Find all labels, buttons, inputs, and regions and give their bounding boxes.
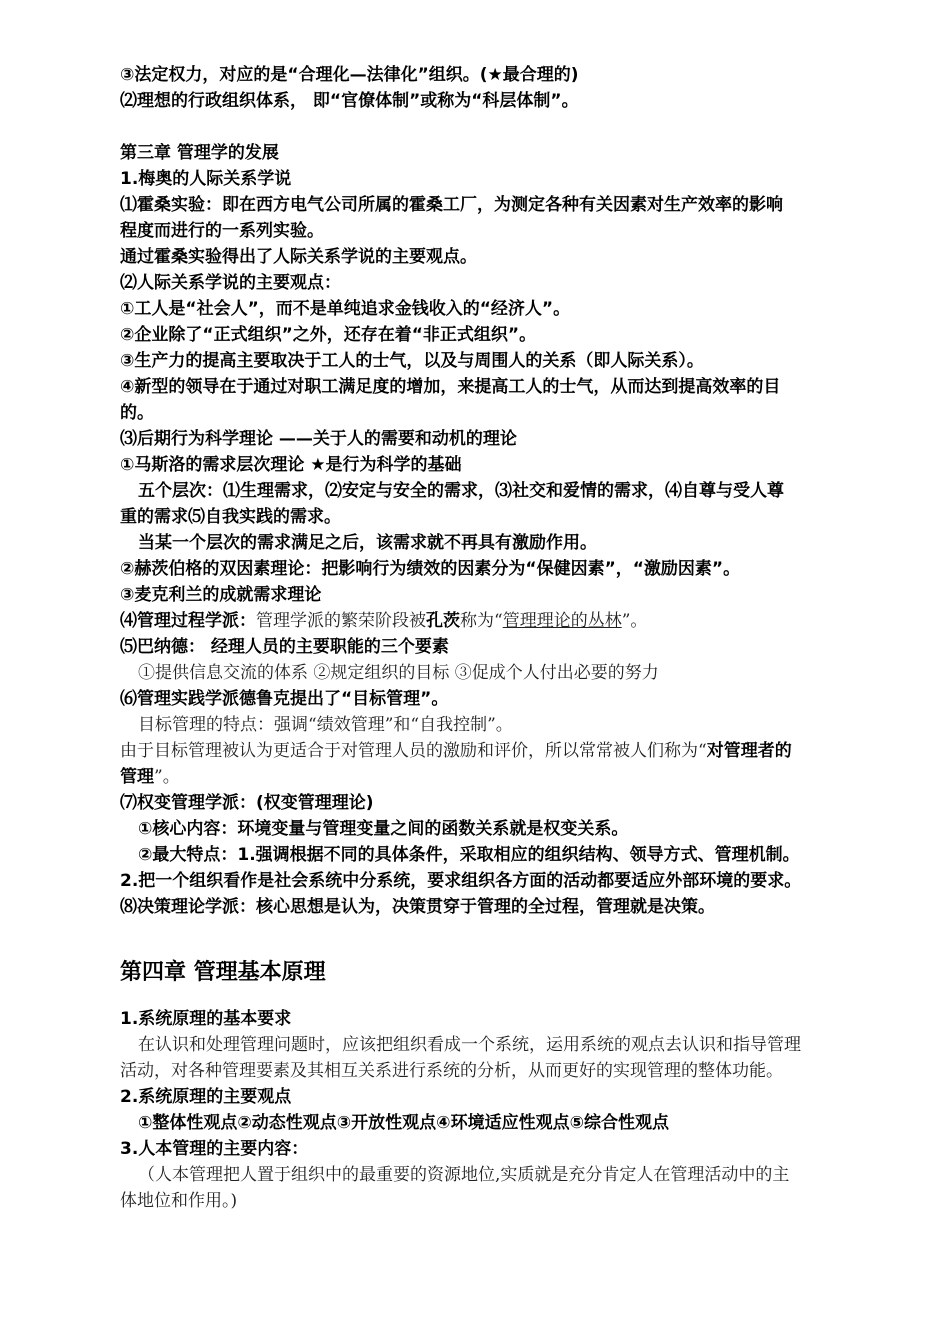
text-run: ”。 [621, 611, 648, 631]
text-line: ②赫茨伯格的双因素理论：把影响行为绩效的因素分为“保健因素”，“激励因素”。 [120, 559, 741, 579]
text-line: ⑸巴纳德： 经理人员的主要职能的三个要素 [120, 637, 449, 657]
text-line: ①整体性观点②动态性观点③开放性观点④环境适应性观点⑤综合性观点 [138, 1113, 669, 1133]
text-line: （人本管理把人置于组织中的最重要的资源地位,实质就是充分肯定人在管理活动中的主 [138, 1165, 790, 1185]
text-line [120, 764, 180, 790]
text-run: 管理学派的繁荣阶段被 [256, 611, 426, 631]
text-line: 五个层次：⑴生理需求，⑵安定与安全的需求，⑶社交和爱情的需求，⑷自尊与受人尊 [138, 481, 784, 501]
text-line: 重的需求⑸自我实践的需求。 [120, 507, 341, 527]
text-line: 体地位和作用。) [120, 1191, 238, 1211]
text-line: ⑴霍桑实验：即在西方电气公司所属的霍桑工厂，为测定各种有关因素对生产效率的影响 [120, 195, 783, 215]
text-line: 2.把一个组织看作是社会系统中分系统，要求组织各方面的活动都要适应外部环境的要求。 [120, 871, 802, 891]
text-line: ①工人是“社会人”，而不是单纯追求金钱收入的“经济人”。 [120, 299, 571, 319]
text-line: ②企业除了“正式组织”之外，还存在着“非正式组织”。 [120, 325, 537, 345]
text-line: 的。 [120, 403, 154, 423]
text-run: 对管理者的 [706, 741, 792, 761]
text-run: 称为“ [460, 611, 503, 631]
text-run: 孔茨 [426, 611, 460, 631]
text-line: ⑵理想的行政组织体系， 即“官僚体制”或称为“科层体制”。 [120, 91, 579, 111]
text-line: ⑶后期行为科学理论 ——关于人的需要和动机的理论 [120, 429, 517, 449]
underlined-text: 管理理论的丛林 [502, 611, 622, 631]
text-run: ⑷管理过程学派： [120, 611, 256, 631]
text-line: ①马斯洛的需求层次理论 ★是行为科学的基础 [120, 455, 462, 475]
text-line: ③生产力的提高主要取决于工人的士气，以及与周围人的关系（即人际关系）。 [120, 351, 704, 371]
text-run: 管理 [120, 767, 154, 787]
section-heading: 1.梅奥的人际关系学说 [120, 169, 292, 189]
text-line [120, 608, 647, 634]
text-line: 目标管理的特点：强调“绩效管理”和“自我控制”。 [138, 715, 513, 735]
chapter-4-title: 第四章 管理基本原理 [120, 960, 326, 985]
text-line: 程度而进行的一系列实验。 [120, 221, 324, 241]
text-line: 活动，对各种管理要素及其相互关系进行系统的分析，从而更好的实现管理的整体功能。 [120, 1061, 783, 1081]
text-line: ③麦克利兰的成就需求理论 [120, 585, 322, 605]
text-line: ②最大特点：1.强调根据不同的具体条件，采取相应的组织结构、领导方式、管理机制。 [138, 845, 800, 865]
text-line: 在认识和处理管理问题时，应该把组织看成一个系统，运用系统的观点去认识和指导管理 [138, 1035, 801, 1055]
text-line: ⑻决策理论学派：核心思想是认为，决策贯穿于管理的全过程，管理就是决策。 [120, 897, 715, 917]
text-line: 通过霍桑实验得出了人际关系学说的主要观点。 [120, 247, 477, 267]
section-heading: 1.系统原理的基本要求 [120, 1009, 292, 1029]
text-line: ①提供信息交流的体系 ②规定组织的目标 ③促成个人付出必要的努力 [138, 663, 659, 683]
section-heading: 2.系统原理的主要观点 [120, 1087, 292, 1107]
text-line: ①核心内容：环境变量与管理变量之间的函数关系就是权变关系。 [138, 819, 629, 839]
text-line [120, 738, 792, 764]
text-line: ④新型的领导在于通过对职工满足度的增加，来提高工人的士气，从而达到提高效率的目 [120, 377, 781, 397]
section-heading: 3.人本管理的主要内容： [120, 1139, 309, 1159]
text-run: 由于目标管理被认为更适合于对管理人员的激励和评价，所以常常被人们称为“ [120, 741, 707, 761]
text-line: ③法定权力，对应的是“合理化—法律化”组织。(★最合理的) [120, 65, 579, 85]
chapter-3-title: 第三章 管理学的发展 [120, 143, 279, 163]
text-run: ”。 [154, 767, 180, 787]
text-line: ⑵人际关系学说的主要观点： [120, 273, 341, 293]
text-line: ⑺权变管理学派：(权变管理理论) [120, 793, 374, 813]
text-line: ⑹管理实践学派德鲁克提出了“目标管理”。 [120, 689, 449, 709]
text-line: 当某一个层次的需求满足之后，该需求就不再具有激励作用。 [138, 533, 597, 553]
